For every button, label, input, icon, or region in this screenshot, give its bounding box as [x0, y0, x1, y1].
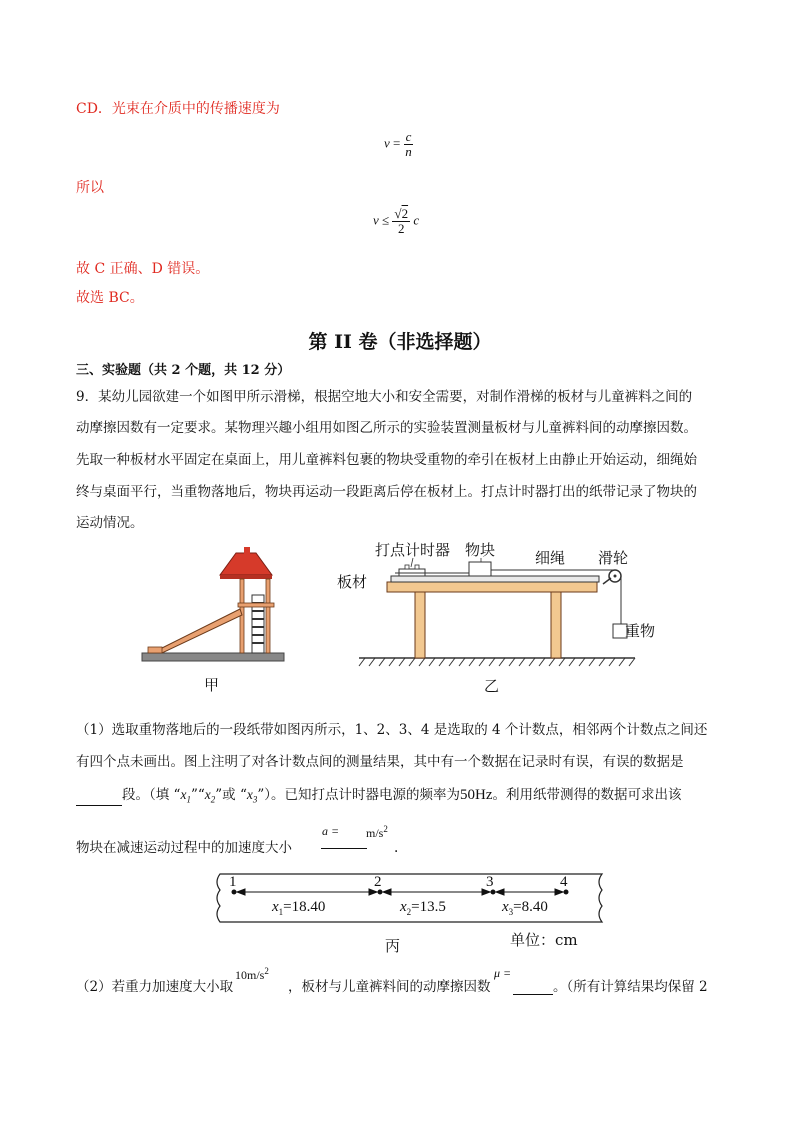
answer-suoyi: 所以 [76, 180, 104, 196]
answer-conclusion: 故 C 正确、D 错误。 [76, 261, 210, 277]
q9-line-2: 动摩擦因数有一定要求。某物理兴趣小组用如图乙所示的实验装置测量板材与儿童裤料间的动摩擦因数。 [76, 420, 697, 436]
answer-cd-line: CD．光束在介质中的传播速度为 [76, 101, 280, 117]
gravity-value: $10m/s^2$ [235, 966, 269, 982]
part2-line-c: 。（所有计算结果均保留 2 [553, 979, 708, 995]
answer-choice: 故选 BC。 [76, 290, 144, 306]
tape-label-2: 2 [374, 874, 382, 890]
label-pulley: 滑轮 [598, 549, 629, 567]
tape-label-4: 4 [560, 874, 568, 890]
tape-label-1: 1 [229, 874, 237, 890]
answer-blank-accel[interactable] [321, 848, 367, 849]
figure-jia-label: 甲 [204, 676, 220, 694]
label-timer: 打点计时器 [375, 541, 451, 559]
accel-unit: $m/s^2$ [366, 824, 388, 840]
mu-symbol: μ = [494, 966, 512, 980]
accel-symbol: a = [322, 824, 340, 838]
label-weight: 重物 [625, 622, 656, 640]
q9-line-4: 终与桌面平行，当重物落地后，物块再运动一段距离后停在板材上。打点计时器打出的纸带记录了物块的 [76, 484, 697, 500]
formula-v-le-sqrt2-over-2-c: v ≤ $\frac{√2}{2}$ c [373, 206, 420, 236]
figure-bing-label: 丙 [385, 937, 401, 955]
answer-blank-segment[interactable] [76, 785, 122, 806]
label-rope: 细绳 [535, 549, 566, 567]
q9-line-5: 运动情况。 [76, 515, 144, 531]
part1-line-1: （1）选取重物落地后的一段纸带如图丙所示，1、2、3、4 是选取的 4 个计数点，相邻两个计数点之间还 [76, 722, 708, 738]
tape-unit: 单位：cm [510, 931, 578, 949]
part1-line-4: 物块在减速运动过程中的加速度大小 [76, 840, 292, 856]
part1-period: . [394, 840, 399, 856]
part1-line-3: 段。（填 “$x_1”“x_2$”或 “$x_3$”）。已知打点计时器电源的频率为50Hz。利用纸带测得的数据可求出该 [76, 785, 682, 810]
figure-yi-label: 乙 [484, 677, 500, 695]
label-block: 物块 [465, 541, 496, 559]
q9-line-1: 9．某幼儿园欲建一个如图甲所示滑梯，根据空地大小和安全需要，对制作滑梯的板材与儿童裤料之间的 [76, 389, 693, 405]
formula-v-equals-c-over-n: v = $\frac{c}{n}$ [384, 129, 412, 159]
q9-line-3: 先取一种板材水平固定在桌面上，用儿童裤料包裹的物块受重物的牵引在板材上由静止开始运动，细绳始 [76, 452, 697, 468]
label-board: 板材 [337, 573, 368, 591]
section-title: 第 II 卷（非选择题） [308, 331, 492, 353]
part2-line-b: ，板材与儿童裤料间的动摩擦因数 [288, 979, 491, 995]
part1-line-2: 有四个点未画出。图上注明了对各计数点间的测量结果，其中有一个数据在记录时有误，有误的数据是 [76, 754, 684, 770]
tape-label-3: 3 [486, 874, 494, 890]
tape-seg-x2: $x_2=13.5$ [400, 899, 446, 917]
section-subtitle: 三、实验题（共 2 个题，共 12 分） [76, 363, 291, 378]
tape-seg-x3: $x_3=8.40$ [502, 899, 548, 917]
part2-line-a: （2）若重力加速度大小取 [76, 979, 234, 995]
figure-jia-slide [138, 545, 288, 665]
answer-blank-mu[interactable] [513, 994, 553, 995]
tape-seg-x1: $x_1=18.40$ [272, 899, 326, 917]
